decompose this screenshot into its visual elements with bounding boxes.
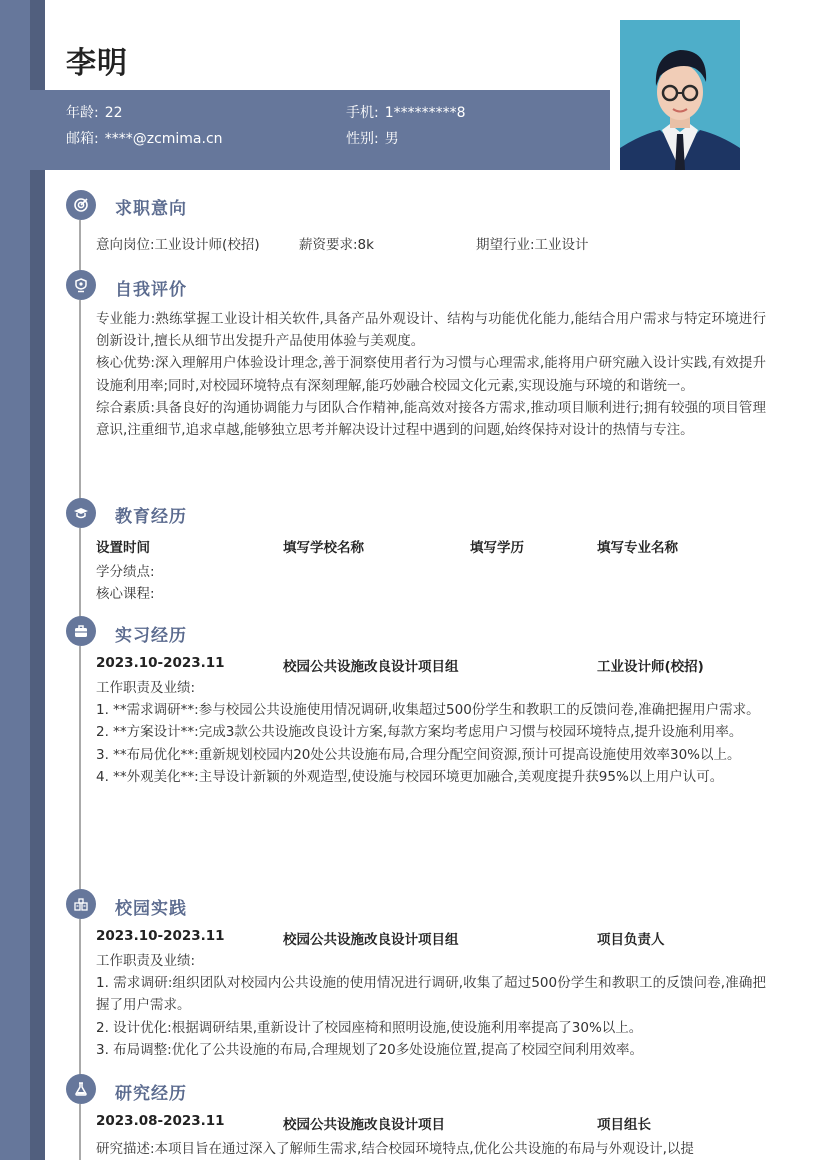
- target-icon: [66, 190, 96, 220]
- campus-role: 项目负责人: [597, 932, 665, 948]
- research-period: 2023.08-2023.11: [96, 1113, 225, 1129]
- internship-item: 2. **方案设计**:完成3款公共设施改良设计方案,每款方案均考虑用户习惯与校园环境特点,提升设施利用率。: [96, 724, 743, 741]
- research-description: 研究描述:本项目旨在通过深入了解师生需求,结合校园环境特点,优化公共设施的布局与外观设计,以提: [96, 1141, 694, 1157]
- flask-icon: [66, 1074, 96, 1104]
- timeline-line: [79, 528, 81, 618]
- internship-duties-label: 工作职责及业绩:: [96, 680, 196, 696]
- phone-label: 手机:: [346, 105, 379, 121]
- edu-courses-label: 核心课程:: [96, 586, 155, 602]
- campus-item: 2. 设计优化:根据调研结果,重新设计了校园座椅和照明设施,使设施利用率提高了30%以上。: [96, 1019, 643, 1036]
- internship-item: 4. **外观美化**:主导设计新颖的外观造型,使设施与校园环境更加融合,美观度提升获95%以上用户认可。: [96, 768, 724, 785]
- intent-industry: 期望行业:工业设计: [476, 237, 589, 253]
- info-gender: [346, 128, 399, 148]
- internship-item: 3. **布局优化**:重新规划校园内20处公共设施布局,合理分配空间资源,预计可提高设施使用效率30%以上。: [96, 746, 741, 763]
- campus-item: 3. 布局调整:优化了公共设施的布局,合理规划了20多处设施位置,提高了校园空间利用效率。: [96, 1041, 643, 1058]
- building-icon: [66, 889, 96, 919]
- section-title-research: 研究经历: [115, 1084, 187, 1104]
- campus-org: 校园公共设施改良设计项目组: [283, 932, 459, 948]
- internship-period: 2023.10-2023.11: [96, 655, 225, 671]
- self-eval-core: 核心优势:深入理解用户体验设计理念,善于洞察使用者行为习惯与心理需求,能将用户研究融入设计实践,有效提升设施利用率;同时,对校园环境特点有深刻理解,能巧妙融合校园文化元素,实现设施与环境的和谐统一。: [96, 355, 766, 394]
- section-title-internship: 实习经历: [115, 626, 187, 646]
- section-title-intent: 求职意向: [115, 199, 187, 219]
- timeline-line: [79, 646, 81, 891]
- email-label: 邮箱:: [66, 131, 99, 147]
- info-phone: [346, 102, 466, 122]
- timeline-line: [79, 1104, 81, 1160]
- briefcase-icon: [66, 616, 96, 646]
- internship-org: 校园公共设施改良设计项目组: [283, 659, 459, 675]
- phone-value: 1*********8: [384, 105, 466, 121]
- age-value: 22: [104, 105, 123, 121]
- edu-school: 填写学校名称: [283, 540, 364, 556]
- section-title-education: 教育经历: [115, 507, 187, 527]
- research-org: 校园公共设施改良设计项目: [283, 1117, 445, 1133]
- graduation-cap-icon: [66, 498, 96, 528]
- section-title-campus: 校园实践: [115, 899, 187, 919]
- self-eval-overall: 综合素质:具备良好的沟通协调能力与团队合作精神,能高效对接各方需求,推动项目顺利进行;拥有较强的项目管理意识,注重细节,追求卓越,能够独立思考并解决设计过程中遇到的问题,始终保持对设计的热情与专注。: [96, 399, 766, 439]
- internship-role: 工业设计师(校招): [597, 659, 704, 675]
- internship-item: 1. **需求调研**:参与校园公共设施使用情况调研,收集超过500份学生和教职工的反馈问卷,准确把握用户需求。: [96, 702, 760, 719]
- self-eval-pro: 专业能力:熟练掌握工业设计相关软件,具备产品外观设计、结构与功能优化能力,能结合用户需求与特定环境进行创新设计,擅长从细节出发提升产品使用体验与美观度。: [96, 311, 766, 350]
- campus-period: 2023.10-2023.11: [96, 928, 225, 944]
- intent-salary: 薪资要求:8k: [299, 237, 374, 253]
- timeline-line: [79, 919, 81, 1076]
- timeline-line: [79, 220, 81, 272]
- gender-label: 性别:: [346, 131, 379, 147]
- campus-duties-label: 工作职责及业绩:: [96, 953, 196, 969]
- campus-duties: [96, 950, 766, 1061]
- intent-position: 意向岗位:工业设计师(校招): [96, 237, 260, 253]
- timeline-line: [79, 300, 81, 500]
- edu-time: 设置时间: [96, 540, 150, 556]
- profile-photo: [620, 20, 740, 170]
- edu-major: 填写专业名称: [597, 540, 678, 556]
- gender-value: 男: [384, 131, 399, 147]
- sidebar-strip-outer: [0, 0, 30, 1160]
- portrait-illustration: [620, 20, 740, 170]
- email-value: ****@zcmima.cn: [104, 131, 223, 147]
- candidate-name: 李明: [66, 46, 128, 81]
- internship-duties: [96, 677, 766, 788]
- research-role: 项目组长: [597, 1117, 651, 1133]
- self-eval-paragraph: [96, 308, 766, 441]
- section-title-self-eval: 自我评价: [115, 280, 187, 300]
- edu-gpa-label: 学分绩点:: [96, 564, 155, 580]
- badge-icon: [66, 270, 96, 300]
- info-email: [66, 128, 223, 148]
- edu-degree: 填写学历: [470, 540, 524, 556]
- campus-item: 1. 需求调研:组织团队对校园内公共设施的使用情况进行调研,收集了超过500份学生和教职工的反馈问卷,准确把握了用户需求。: [96, 975, 766, 1014]
- age-label: 年龄:: [66, 105, 99, 121]
- sidebar-strip-inner: [30, 0, 45, 1160]
- info-age: [66, 102, 123, 122]
